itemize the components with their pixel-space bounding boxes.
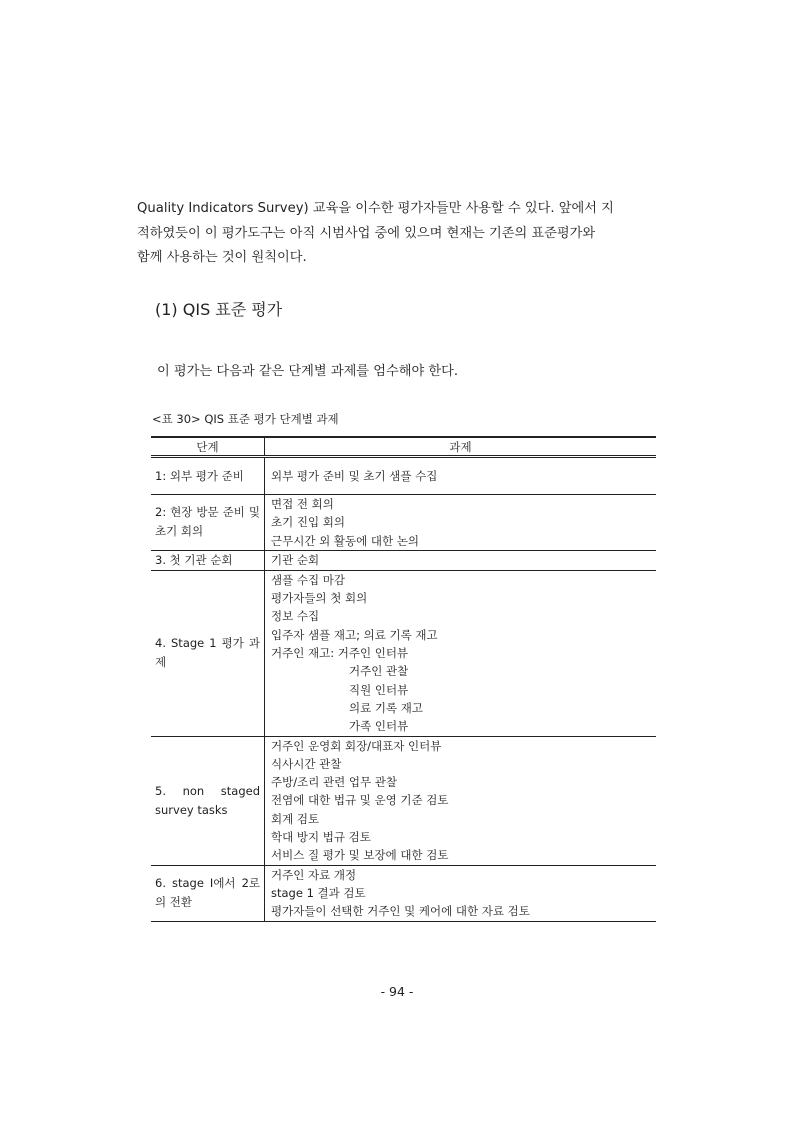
- table-row: [151, 736, 656, 865]
- stage-cell: 4. Stage 1 평가 과제: [151, 570, 265, 736]
- table-caption: <표 30> QIS 표준 평가 단계별 과제: [152, 412, 339, 426]
- task-item: 식사시간 관찰: [271, 756, 342, 771]
- body-paragraph: [137, 197, 657, 271]
- task-item: 기관 순회: [271, 553, 320, 568]
- paragraph-line: Quality Indicators Survey) 교육을 이수한 평가자들만 사용할 수 있다. 앞에서 지: [137, 201, 614, 216]
- tasks-cell: [265, 736, 657, 865]
- task-item: 주방/조리 관련 업무 관찰: [271, 775, 397, 790]
- task-item: 회계 검토: [271, 811, 320, 826]
- stage-cell: 5. non staged survey tasks: [151, 736, 265, 865]
- stage-cell: 6. stage I에서 2로의 전환: [151, 865, 265, 921]
- stage-cell: 2: 현장 방문 준비 및 초기 회의: [151, 495, 265, 551]
- task-item: 거주인 재고: 거주인 인터뷰: [271, 646, 409, 661]
- task-item: 샘플 수집 마감: [271, 572, 345, 587]
- task-item: stage 1 결과 검토: [271, 885, 366, 900]
- task-item: 외부 평가 준비 및 초기 샘플 수집: [271, 468, 438, 483]
- task-item: 서비스 질 평가 및 보장에 대한 검토: [271, 848, 449, 863]
- task-item: 정보 수집: [271, 609, 320, 624]
- stage-task-table: [151, 436, 656, 922]
- header-tasks: 과제: [265, 437, 657, 457]
- paragraph-line: 함께 사용하는 것이 원칙이다.: [137, 250, 307, 265]
- subtask-item: 직원 인터뷰: [349, 682, 409, 697]
- intro-text: 이 평가는 다음과 같은 단계별 과제를 엄수해야 한다.: [157, 364, 459, 379]
- subtask-item: 거주인 관찰: [349, 664, 409, 679]
- section-title: (1) QIS 표준 평가: [155, 300, 283, 319]
- tasks-cell: [265, 550, 657, 570]
- subtask-item: 가족 인터뷰: [349, 719, 409, 734]
- task-item: 전염에 대한 법규 및 운영 기준 검토: [271, 793, 449, 808]
- task-item: 근무시간 외 활동에 대한 논의: [271, 533, 419, 548]
- table-header-row: [151, 437, 656, 457]
- task-item: 거주인 자료 개정: [271, 867, 357, 882]
- table-row: [151, 865, 656, 921]
- table-row: [151, 457, 656, 495]
- task-item: 거주인 운영회 회장/대표자 인터뷰: [271, 738, 442, 753]
- table-row: [151, 550, 656, 570]
- task-item: 면접 전 회의: [271, 497, 334, 511]
- stage-cell: 3. 첫 기관 순회: [151, 550, 265, 570]
- tasks-cell: [265, 457, 657, 495]
- subtask-item: 의료 기록 재고: [349, 700, 423, 715]
- paragraph-line: 적하였듯이 이 평가도구는 아직 시범사업 중에 있으며 현재는 기존의 표준평가와: [137, 225, 596, 241]
- table-row: [151, 495, 656, 551]
- task-item: 초기 진입 회의: [271, 515, 345, 530]
- table-row: [151, 570, 656, 736]
- tasks-cell: [265, 570, 657, 736]
- stage-cell: 1: 외부 평가 준비: [151, 457, 265, 495]
- task-item: 평가자들의 첫 회의: [271, 591, 368, 606]
- tasks-cell: [265, 495, 657, 551]
- task-item: 학대 방지 법규 검토: [271, 830, 371, 845]
- task-item: 평가자들이 선택한 거주인 및 케어에 대한 자료 검토: [271, 904, 530, 919]
- header-stage: 단계: [151, 437, 265, 457]
- tasks-cell: [265, 865, 657, 921]
- task-item: 입주자 샘플 재고; 의료 기록 재고: [271, 627, 438, 642]
- page-number: - 94 -: [380, 984, 414, 999]
